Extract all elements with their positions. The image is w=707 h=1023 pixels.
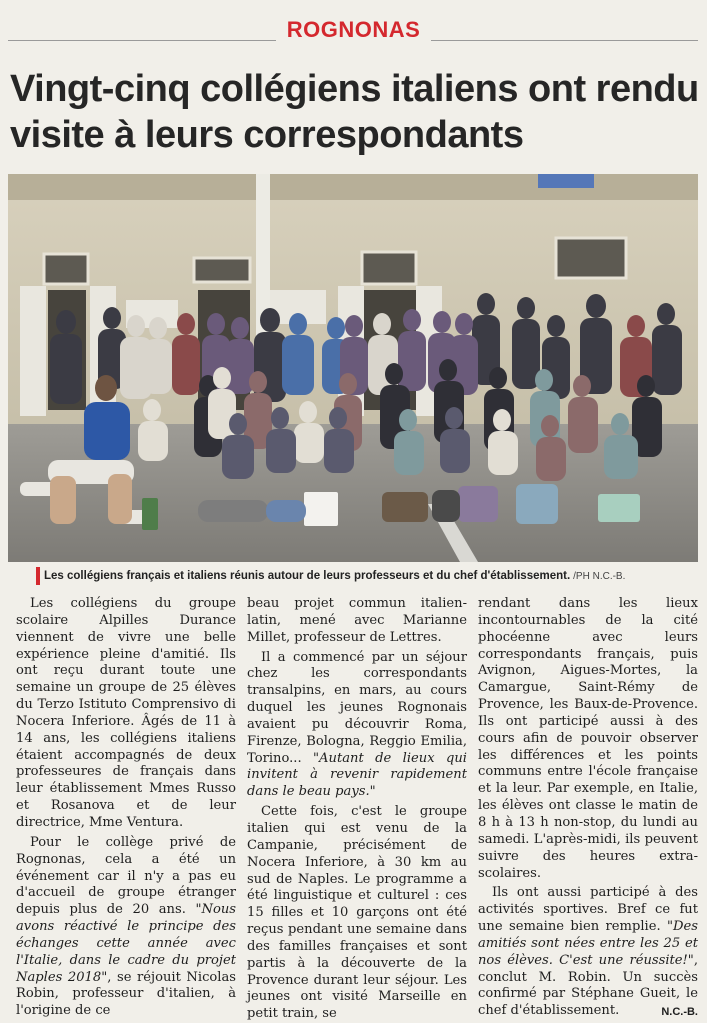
quote: "Nous avons réactivé le principe des échanges cette année avec l'Italie, dans le cadre du projet Naples 2018" xyxy=(16,902,236,985)
group-photo xyxy=(8,174,698,562)
section-rubric xyxy=(0,17,707,43)
paragraph: rendant dans les lieux incontournables de la cité phocéenne avec leurs correspondants français, puis Avignon, Aigues-Mortes, la Camargue, Saint-Rémy de Provence, les Baux-de-Provence. Ils ont participé aussi à des cours afin de pouvoir observer les différences et les points communs entre l'école française et la leur. Par exemple, en Italie, les élèves ont classe le matin de 8 h à 13 h non-stop, du lundi au samedi. L'après-midi, ils peuvent suivre des heures extra-scolaires. xyxy=(478,596,698,881)
paragraph xyxy=(478,885,698,1020)
group-photo-illustration xyxy=(8,174,698,562)
article-column-3 xyxy=(478,596,698,1019)
paragraph xyxy=(247,650,467,802)
author-signature: N.C.-B. xyxy=(661,1006,698,1019)
paragraph: beau projet commun italien-latin, mené avec Marianne Millet, professeur de Lettres. xyxy=(247,596,467,645)
paragraph-text: , conclut M. Robin. Un succès confirmé par Stéphane Gueit, le chef d'établissement. xyxy=(478,952,698,1019)
paragraph: Les collégiens du groupe scolaire Alpilles Durance viennent de vivre une belle expérience pleine d'amitié. Ils ont reçu durant toute une semaine un groupe de 25 élèves du Terzo Istituto Comprensivo di Nocera Inferiore. Âgés de 11 à 14 ans, les collégiens italiens étaient accompagnés de deux professeures de français dans leur établissement Mmes Russo et Rosanova et de leur directrice, Mme Ventura. xyxy=(16,596,236,830)
paragraph-text: Il a commencé par un séjour chez les correspondants transalpins, en mars, au cours duquel les jeunes Rognonais avaient pu découvrir Roma, Firenze, Bologna, Reggio Emilia, Torino... xyxy=(247,649,467,766)
paragraph-text: , se réjouit Nicolas Robin, professeur d'italien, à l'origine de ce xyxy=(16,969,237,1019)
headline: Vingt-cinq collégiens italiens ont rendu visite à leurs correspondants xyxy=(10,68,699,156)
paragraph xyxy=(16,835,236,1020)
paragraph: Cette fois, c'est le groupe italien qui est venu de la Campanie, précisément de Nocera Inferiore, à 30 km au sud de Naples. Le programme a été linguistique et culturel : ces 15 filles et 10 garçons ont été reçus pendant une semaine dans des familles françaises et sont partis à la découverte de la Provence durant leur séjour. Les jeunes ont visité Marseille en petit train, se xyxy=(247,804,467,1022)
paragraph-text: Pour le collège privé de Rognonas, cela a été un événement car il n'y a pas eu d'accueil de groupe étranger depuis plus de 20 ans. xyxy=(16,834,236,918)
article-column-1 xyxy=(16,596,237,1019)
article-body xyxy=(16,596,698,1022)
quote: "Des amitiés sont nées entre les 25 et nos élèves. C'est une réussite!" xyxy=(478,919,698,968)
rubric-text: ROGNONAS xyxy=(279,17,429,42)
caption-marker xyxy=(36,567,40,585)
photo-credit: /PH N.C.-B. xyxy=(573,571,626,582)
caption-text: Les collégiens français et italiens réunis autour de leurs professeurs et du chef d'établissement. xyxy=(44,570,571,582)
article-column-2 xyxy=(247,596,467,1022)
paragraph-text: Ils ont aussi participé à des activités sportives. Bref ce fut une semaine bien remplie. xyxy=(478,885,698,935)
photo-caption xyxy=(8,566,698,586)
quote: "Autant de lieux qui invitent à revenir rapidement dans le beau pays." xyxy=(247,750,467,800)
